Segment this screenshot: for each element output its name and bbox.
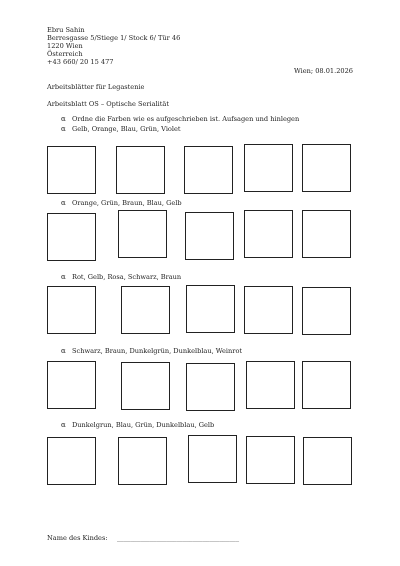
- bullet-icon: α: [61, 421, 66, 429]
- bullet-icon: α: [61, 115, 66, 123]
- exercise-3-colors: Rot, Gelb, Rosa, Schwarz, Braun: [72, 273, 182, 281]
- exercise-5-color-box-4: [246, 436, 295, 484]
- exercise-4-color-box-3: [186, 363, 235, 411]
- exercise-5-color-box-5: [303, 437, 352, 485]
- exercise-3-color-box-5: [302, 287, 351, 335]
- exercise-4-color-box-2: [121, 362, 170, 410]
- worksheet-heading: Arbeitsblätter für Legastenie: [47, 83, 145, 91]
- exercise-1-color-box-4: [244, 144, 293, 192]
- sender-street: Berresgasse 5/Stiege 1/ Stock 6/ Tür 46: [47, 34, 181, 42]
- exercise-2-color-box-4: [244, 210, 293, 258]
- exercise-5-colors: Dunkelgrun, Blau, Grün, Dunkelblau, Gelb: [72, 421, 215, 429]
- bullet-icon: α: [61, 199, 66, 207]
- exercise-2-color-box-3: [185, 212, 234, 260]
- worksheet-subheading: Arbeitsblatt OS – Optische Serialität: [47, 100, 170, 108]
- exercise-3-color-box-3: [186, 285, 235, 333]
- sender-name: Ebru Sahin: [47, 26, 85, 34]
- sender-country: Österreich: [47, 50, 83, 58]
- exercise-1-color-box-2: [116, 146, 165, 194]
- exercise-5-color-box-1: [47, 437, 96, 485]
- bullet-icon: α: [61, 347, 66, 355]
- exercise-3-color-box-2: [121, 286, 170, 334]
- exercise-4-color-box-4: [246, 361, 295, 409]
- exercise-2-color-box-1: [47, 213, 96, 261]
- child-name-label: Name des Kindes:: [47, 534, 108, 542]
- exercise-1-color-box-3: [184, 146, 233, 194]
- exercise-1-colors: Gelb, Orange, Blau, Grün, Violet: [72, 125, 181, 133]
- exercise-4-color-box-1: [47, 361, 96, 409]
- exercise-2-colors: Orange, Grün, Braun, Blau, Gelb: [72, 199, 182, 207]
- exercise-1-color-box-5: [302, 144, 351, 192]
- exercise-2-color-box-5: [302, 210, 351, 258]
- exercise-1-color-box-1: [47, 146, 96, 194]
- date-line: Wien; 08.01.2026: [294, 67, 353, 75]
- instruction-text: Ordne die Farben wie es aufgeschrieben ist. Aufsagen und hinlegen: [72, 115, 300, 123]
- exercise-3-color-box-4: [244, 286, 293, 334]
- bullet-icon: α: [61, 125, 66, 133]
- bullet-icon: α: [61, 273, 66, 281]
- sender-city: 1220 Wien: [47, 42, 83, 50]
- exercise-4-colors: Schwarz, Braun, Dunkelgrün, Dunkelblau, Weinrot: [72, 347, 243, 355]
- exercise-5-color-box-2: [118, 437, 167, 485]
- sender-phone: +43 660/ 20 15 477: [47, 58, 114, 66]
- exercise-3-color-box-1: [47, 286, 96, 334]
- exercise-5-color-box-3: [188, 435, 237, 483]
- exercise-4-color-box-5: [302, 361, 351, 409]
- child-name-line[interactable]: _____________________________________: [117, 534, 239, 542]
- exercise-2-color-box-2: [118, 210, 167, 258]
